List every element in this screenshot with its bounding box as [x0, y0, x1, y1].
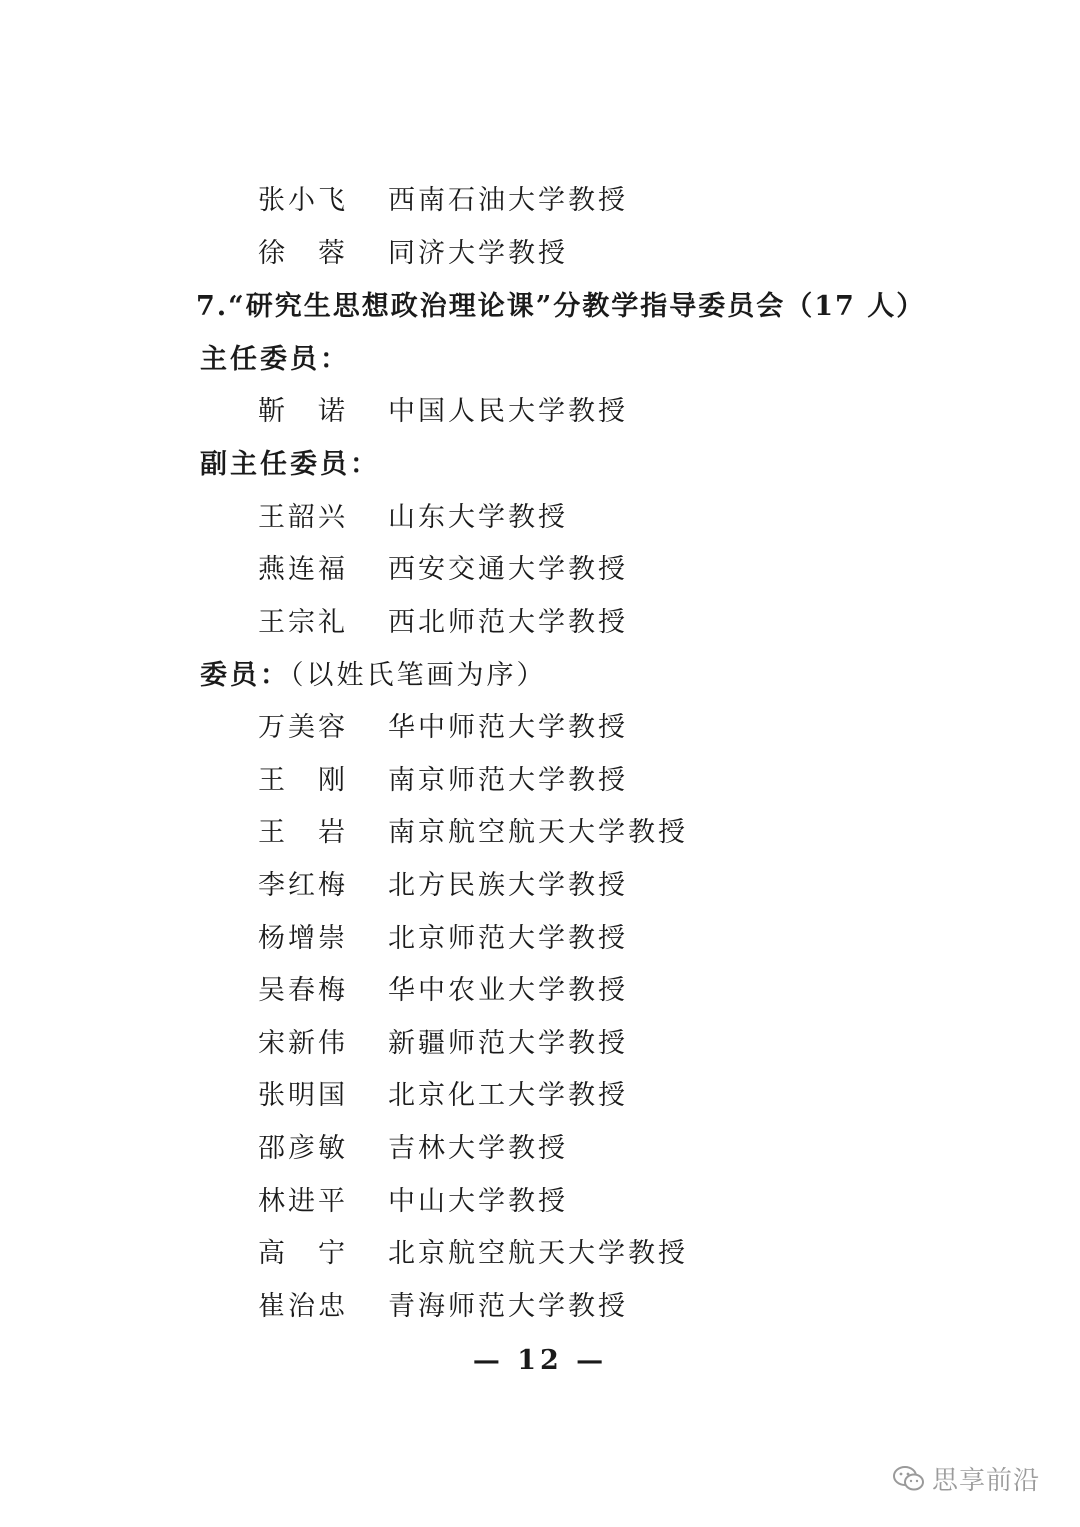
vice-director-label: 副主任委员： — [200, 449, 380, 480]
member-org: 北京航空航天大学教授 — [388, 1238, 688, 1269]
member-name: 徐 蓉 — [258, 238, 348, 269]
member-org: 山东大学教授 — [388, 502, 568, 533]
section-title: 7.“研究生思想政治理论课”分教学指导委员会（17 人） — [196, 291, 926, 322]
member-org: 青海师范大学教授 — [388, 1291, 628, 1322]
watermark-text: 思享前沿 — [931, 1466, 1040, 1496]
member-org: 南京师范大学教授 — [388, 765, 628, 796]
member-org: 同济大学教授 — [388, 238, 568, 269]
member-org: 北京化工大学教授 — [388, 1080, 628, 1111]
member-name: 王 刚 — [258, 765, 348, 796]
members-note: （以姓氏笔画为序） — [290, 660, 547, 691]
member-org: 西北师范大学教授 — [388, 607, 628, 638]
member-org: 新疆师范大学教授 — [388, 1028, 628, 1059]
member-name: 燕连福 — [258, 554, 348, 585]
member-name: 张小飞 — [258, 185, 348, 216]
member-name: 靳 诺 — [258, 396, 348, 427]
member-name: 邵彦敏 — [258, 1133, 348, 1164]
member-name: 万美容 — [258, 712, 348, 743]
member-org: 西南石油大学教授 — [388, 185, 628, 216]
member-org: 中国人民大学教授 — [388, 396, 628, 427]
watermark — [892, 1460, 1040, 1497]
member-org: 中山大学教授 — [388, 1186, 568, 1217]
member-name: 吴春梅 — [258, 975, 348, 1006]
member-org: 吉林大学教授 — [388, 1133, 568, 1164]
member-org: 北京师范大学教授 — [388, 923, 628, 954]
page-number: — 12 — — [472, 1345, 608, 1376]
director-label: 主任委员： — [200, 344, 350, 375]
member-org: 北方民族大学教授 — [388, 870, 628, 901]
member-org: 南京航空航天大学教授 — [388, 817, 688, 848]
member-org: 华中师范大学教授 — [388, 712, 628, 743]
member-name: 王 岩 — [258, 817, 348, 848]
member-org: 西安交通大学教授 — [388, 554, 628, 585]
member-name: 林进平 — [258, 1186, 348, 1217]
wechat-icon — [892, 1465, 926, 1493]
member-name: 李红梅 — [258, 870, 348, 901]
members-label: 委员： — [200, 660, 290, 691]
member-name: 宋新伟 — [258, 1028, 348, 1059]
member-name: 高 宁 — [258, 1238, 348, 1269]
member-name: 崔治忠 — [258, 1291, 348, 1322]
member-name: 张明国 — [258, 1080, 348, 1111]
members-heading — [200, 653, 547, 692]
member-name: 杨增崇 — [258, 923, 348, 954]
member-name: 王宗礼 — [258, 607, 348, 638]
member-name: 王韶兴 — [258, 502, 348, 533]
member-org: 华中农业大学教授 — [388, 975, 628, 1006]
